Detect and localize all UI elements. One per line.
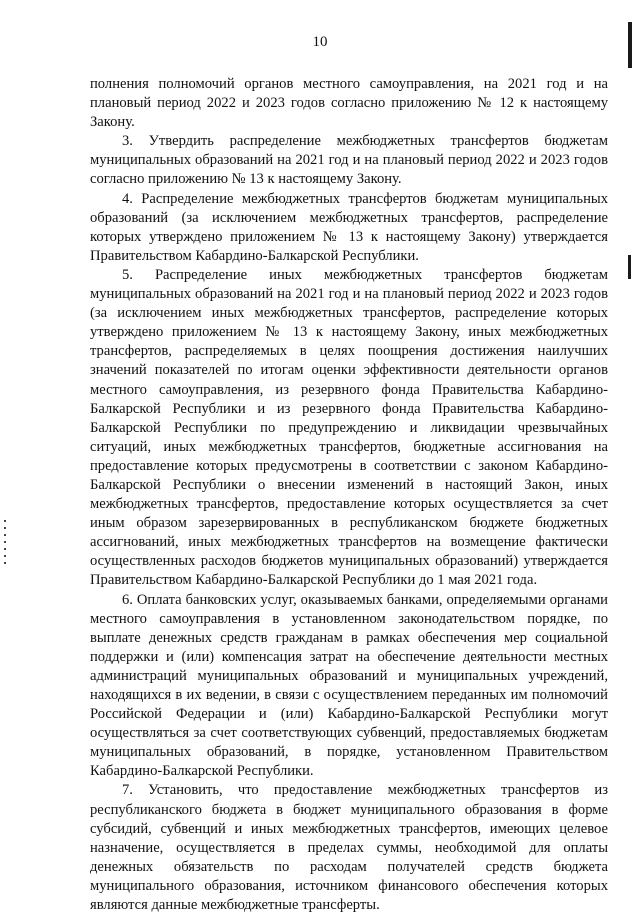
scan-edge-mark-middle [628,255,631,279]
scan-edge-mark-top [628,22,632,68]
scan-edge-dots [4,520,6,569]
paragraph-6: 6. Оплата банковских услуг, оказываемых банками, определяемыми органами местного самоуправления в установленном законодательством порядке, по выплате денежных средств гражданам в рамках обеспечения мер социальной поддержки и (или) компенсация затрат на обеспечение деятельности местных администраций муниципальных образований и муниципальных учреждений, находящихся в их ведении, в связи с осуществлением переданных им полномочий Российской Федерации и (или) Кабардино-Балкарской Республики могут осуществляться за счет соответствующих субвенций, предоставляемых бюджетам муниципальных образований, в порядке, установленном Правительством Кабардино-Балкарской Республики. [90,591,608,780]
document-body [90,75,608,915]
page-number: 10 [312,34,328,50]
paragraph-continuation: полнения полномочий органов местного самоуправления, на 2021 год и на плановый период 2022 и 2023 годов согласно приложению № 12 к настоящему Закону. [90,76,608,131]
paragraph-4: 4. Распределение межбюджетных трансфертов бюджетам муниципальных образований (за исключением межбюджетных трансфертов, распределение которых утверждено приложением № 13 к настоящему Закону) утверждается Правительством Кабардино-Балкарской Республики. [90,190,608,264]
paragraph-3: 3. Утвердить распределение межбюджетных трансфертов бюджетам муниципальных образований на 2021 год и на плановый период 2022 и 2023 годов согласно приложению № 13 к настоящему Закону. [90,133,608,188]
paragraph-7: 7. Установить, что предоставление межбюджетных трансфертов из республиканского бюджета в бюджет муниципального образования в форме субсидий, субвенций и иных межбюджетных трансфертов, имеющих целевое назначение, осуществляется в пределах суммы, необходимой для оплаты денежных обязательств по расходам получателей средств бюджета муниципального образования, источником финансового обеспечения которых являются данные межбюджетные трансферты. [90,782,608,914]
paragraph-5: 5. Распределение иных межбюджетных трансфертов бюджетам муниципальных образований на 2021 год и на плановый период 2022 и 2023 годов (за исключением иных межбюджетных трансфертов, распределение которых утверждено приложением № 13 к настоящему Закону, иных межбюджетных трансфертов, распределяемых в целях поощрения достижения наилучших значений показателей по итогам оценки эффективности деятельности органов местного самоуправления, из резервного фонда Правительства Кабардино-Балкарской Республики и из резервного фонда Правительства Кабардино-Балкарской Республики по предупреждению и ликвидации чрезвычайных ситуаций, иных межбюджетных трансфертов, бюджетные ассигнования на предоставление которых предусмотрены в соответствии с законом Кабардино-Балкарской Республики о внесении изменений в настоящий Закон, иных межбюджетных трансфертов, предоставление которых осуществляется за счет иным образом зарезервированных в республиканском бюджете бюджетных ассигнований, иных межбюджетных трансфертов на возмещение фактически осуществленных расходов бюджетов муниципальных образований) утверждается Правительством Кабардино-Балкарской Республики до 1 мая 2021 года. [90,266,608,589]
